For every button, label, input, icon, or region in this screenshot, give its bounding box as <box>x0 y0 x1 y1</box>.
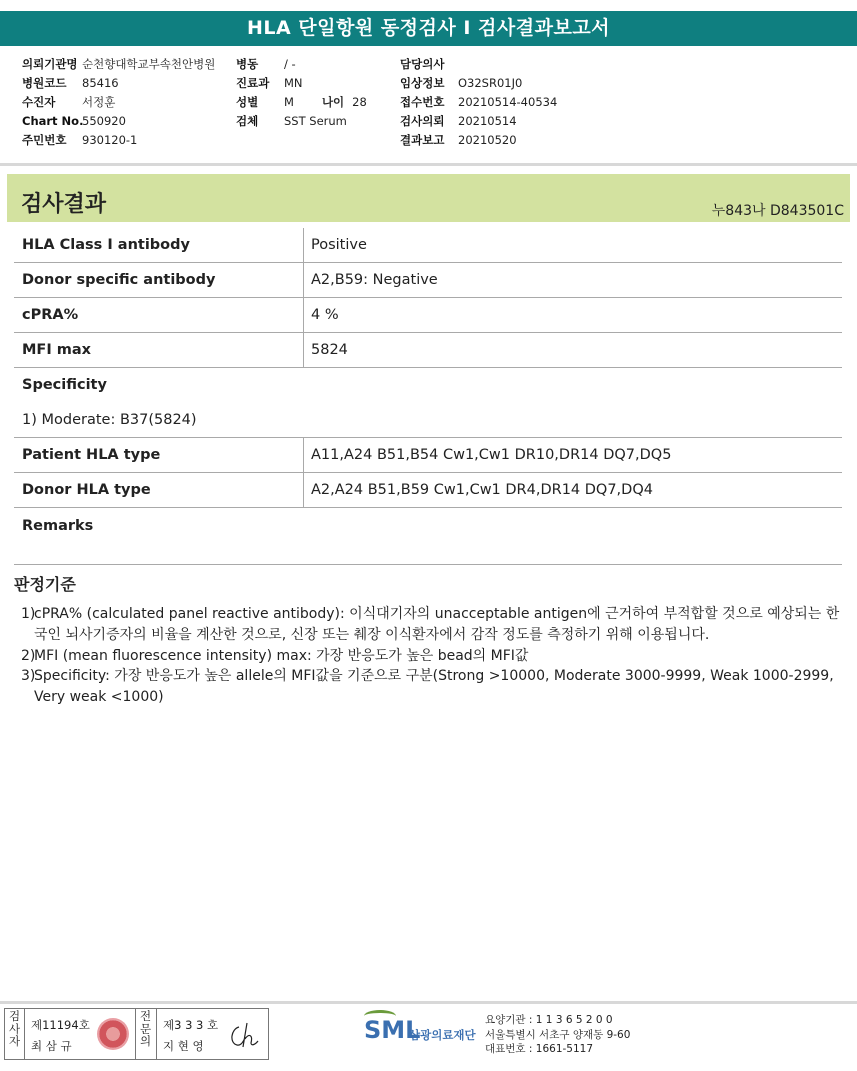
footer-divider <box>0 1001 857 1004</box>
info-row-clinical-info <box>400 74 557 93</box>
info-row-hospital-code <box>22 74 215 93</box>
info-row-sex-age <box>236 93 367 112</box>
table-row <box>14 438 842 473</box>
reviewer-number: 제3 3 3 호 <box>163 1018 219 1032</box>
official-seal <box>97 1018 129 1050</box>
info-row-receipt-no <box>400 93 557 112</box>
row-label: MFI max <box>14 333 304 367</box>
org-line: 대표번호 : 1661-5117 <box>485 1043 594 1055</box>
row-value: A11,A24 B51,B54 Cw1,Cw1 DR10,DR14 DQ7,DQ5 <box>311 447 672 463</box>
info-value: SST Serum <box>284 114 347 128</box>
info-value: 순천향대학교부속천안병원 <box>82 57 216 71</box>
results-header <box>7 174 850 222</box>
list-item <box>21 666 841 708</box>
info-label: 진료과 <box>236 76 270 90</box>
info-label: 접수번호 <box>400 95 445 109</box>
info-label: 임상정보 <box>400 76 445 90</box>
info-label: 결과보고 <box>400 133 445 147</box>
results-code: 누843나 D843501C <box>711 203 844 219</box>
results-title: 검사결과 <box>21 192 107 217</box>
info-row-department <box>236 74 367 93</box>
report-title: HLA 단일항원 동정검사 I 검사결과보고서 <box>0 11 857 46</box>
info-row-report-date <box>400 131 557 150</box>
info-row-physician <box>400 55 557 74</box>
info-label: 병원코드 <box>22 76 67 90</box>
item-number: 1) <box>21 606 36 622</box>
org-line: 요양기관 : 1 1 3 6 5 2 0 0 <box>485 1014 613 1026</box>
inspector-label-text: 검사자 <box>8 1009 21 1048</box>
info-label: Chart No. <box>22 114 84 128</box>
info-label: 검사의뢰 <box>400 114 445 128</box>
info-row-patient <box>22 93 215 112</box>
criteria-list <box>21 604 841 708</box>
info-value: 20210514 <box>458 114 517 128</box>
inspector-name: 최 삼 규 <box>31 1039 72 1053</box>
criteria-title: 판정기준 <box>14 575 76 594</box>
row-label: Donor specific antibody <box>14 263 304 297</box>
sml-logo <box>364 1016 476 1044</box>
row-value: A2,B59: Negative <box>311 272 438 288</box>
row-value: Positive <box>311 237 367 253</box>
row-value: A2,A24 B51,B59 Cw1,Cw1 DR4,DR14 DQ7,DQ4 <box>311 482 653 498</box>
list-item <box>21 604 841 646</box>
item-number: 3) <box>21 668 36 685</box>
info-value: 930120-1 <box>82 133 138 147</box>
remarks-label: Remarks <box>14 508 842 565</box>
info-value: 20210520 <box>458 133 517 147</box>
info-row-institution <box>22 55 215 74</box>
info-label: 성별 <box>236 95 259 109</box>
age-value: 28 <box>352 95 367 109</box>
table-row <box>14 333 842 368</box>
handwritten-signature <box>225 1019 263 1051</box>
signature-box <box>4 1008 269 1060</box>
info-value: 550920 <box>82 114 126 128</box>
info-value: / - <box>284 57 296 71</box>
patient-info-col2 <box>236 55 367 131</box>
table-row <box>14 263 842 298</box>
logo-arc <box>364 1010 396 1022</box>
info-label: 의뢰기관명 <box>22 57 78 71</box>
info-value: M <box>284 95 294 109</box>
table-row <box>14 228 842 263</box>
table-row <box>14 298 842 333</box>
row-value: 5824 <box>311 342 348 358</box>
info-row-specimen <box>236 112 367 131</box>
item-number: 2) <box>21 647 36 664</box>
info-label: 수진자 <box>22 95 56 109</box>
results-table <box>14 228 842 565</box>
info-value: MN <box>284 76 303 90</box>
inspector-label <box>5 1009 25 1059</box>
info-value: O32SR01J0 <box>458 76 523 90</box>
logo-text: SML <box>364 1016 421 1044</box>
item-text: cPRA% (calculated panel reactive antibody): 이식대기자의 unacceptable antigen에 근거하여 부적합할 것으로 예상되는 한국인 뇌사기증자의 비율을 계산한 것으로, 신장 또는 췌장 이식환자에서 감작 정도를 측정하기 위해 이용됩니다. <box>34 606 840 643</box>
row-label: HLA Class Ⅰ antibody <box>14 228 304 262</box>
info-row-chart-no <box>22 112 215 131</box>
item-text: Specificity: 가장 반응도가 높은 allele의 MFI값을 기준으로 구분(Strong >10000, Moderate 3000-9999, Weak 1000-2999, Very weak <1000) <box>34 668 834 706</box>
info-value: 20210514-40534 <box>458 95 558 109</box>
patient-info-col3 <box>400 55 557 150</box>
list-item <box>21 646 841 667</box>
organization-info <box>485 1013 630 1057</box>
inspector-number: 제11194호 <box>31 1018 90 1032</box>
info-row-ward <box>236 55 367 74</box>
specificity-label: Specificity <box>22 377 107 393</box>
info-label: 검체 <box>236 114 259 128</box>
row-label: cPRA% <box>14 298 304 332</box>
info-label: 병동 <box>236 57 259 71</box>
info-row-request-date <box>400 112 557 131</box>
age-label: 나이 <box>321 95 345 109</box>
patient-info-col1 <box>22 55 215 150</box>
info-value: 서정훈 <box>82 95 116 109</box>
info-row-resident-no <box>22 131 215 150</box>
specificity-value: 1) Moderate: B37(5824) <box>14 403 842 438</box>
reviewer-label <box>135 1009 157 1059</box>
logo-subtitle: 삼광의료재단 <box>409 1028 476 1042</box>
org-line: 서울특별시 서초구 양재동 9-60 <box>485 1028 631 1041</box>
row-label: Donor HLA type <box>14 473 304 507</box>
row-value: 4 % <box>311 307 339 323</box>
row-label: Patient HLA type <box>14 438 304 472</box>
info-label: 주민번호 <box>22 133 67 147</box>
reviewer-name: 지 현 영 <box>163 1039 204 1053</box>
info-value: 85416 <box>82 76 119 90</box>
info-label: 담당의사 <box>400 57 445 71</box>
table-row <box>14 473 842 508</box>
reviewer-label-text: 전문의 <box>139 1009 152 1048</box>
header-divider <box>0 163 857 166</box>
item-text: MFI (mean fluorescence intensity) max: 가장 반응도가 높은 bead의 MFI값 <box>34 647 529 664</box>
